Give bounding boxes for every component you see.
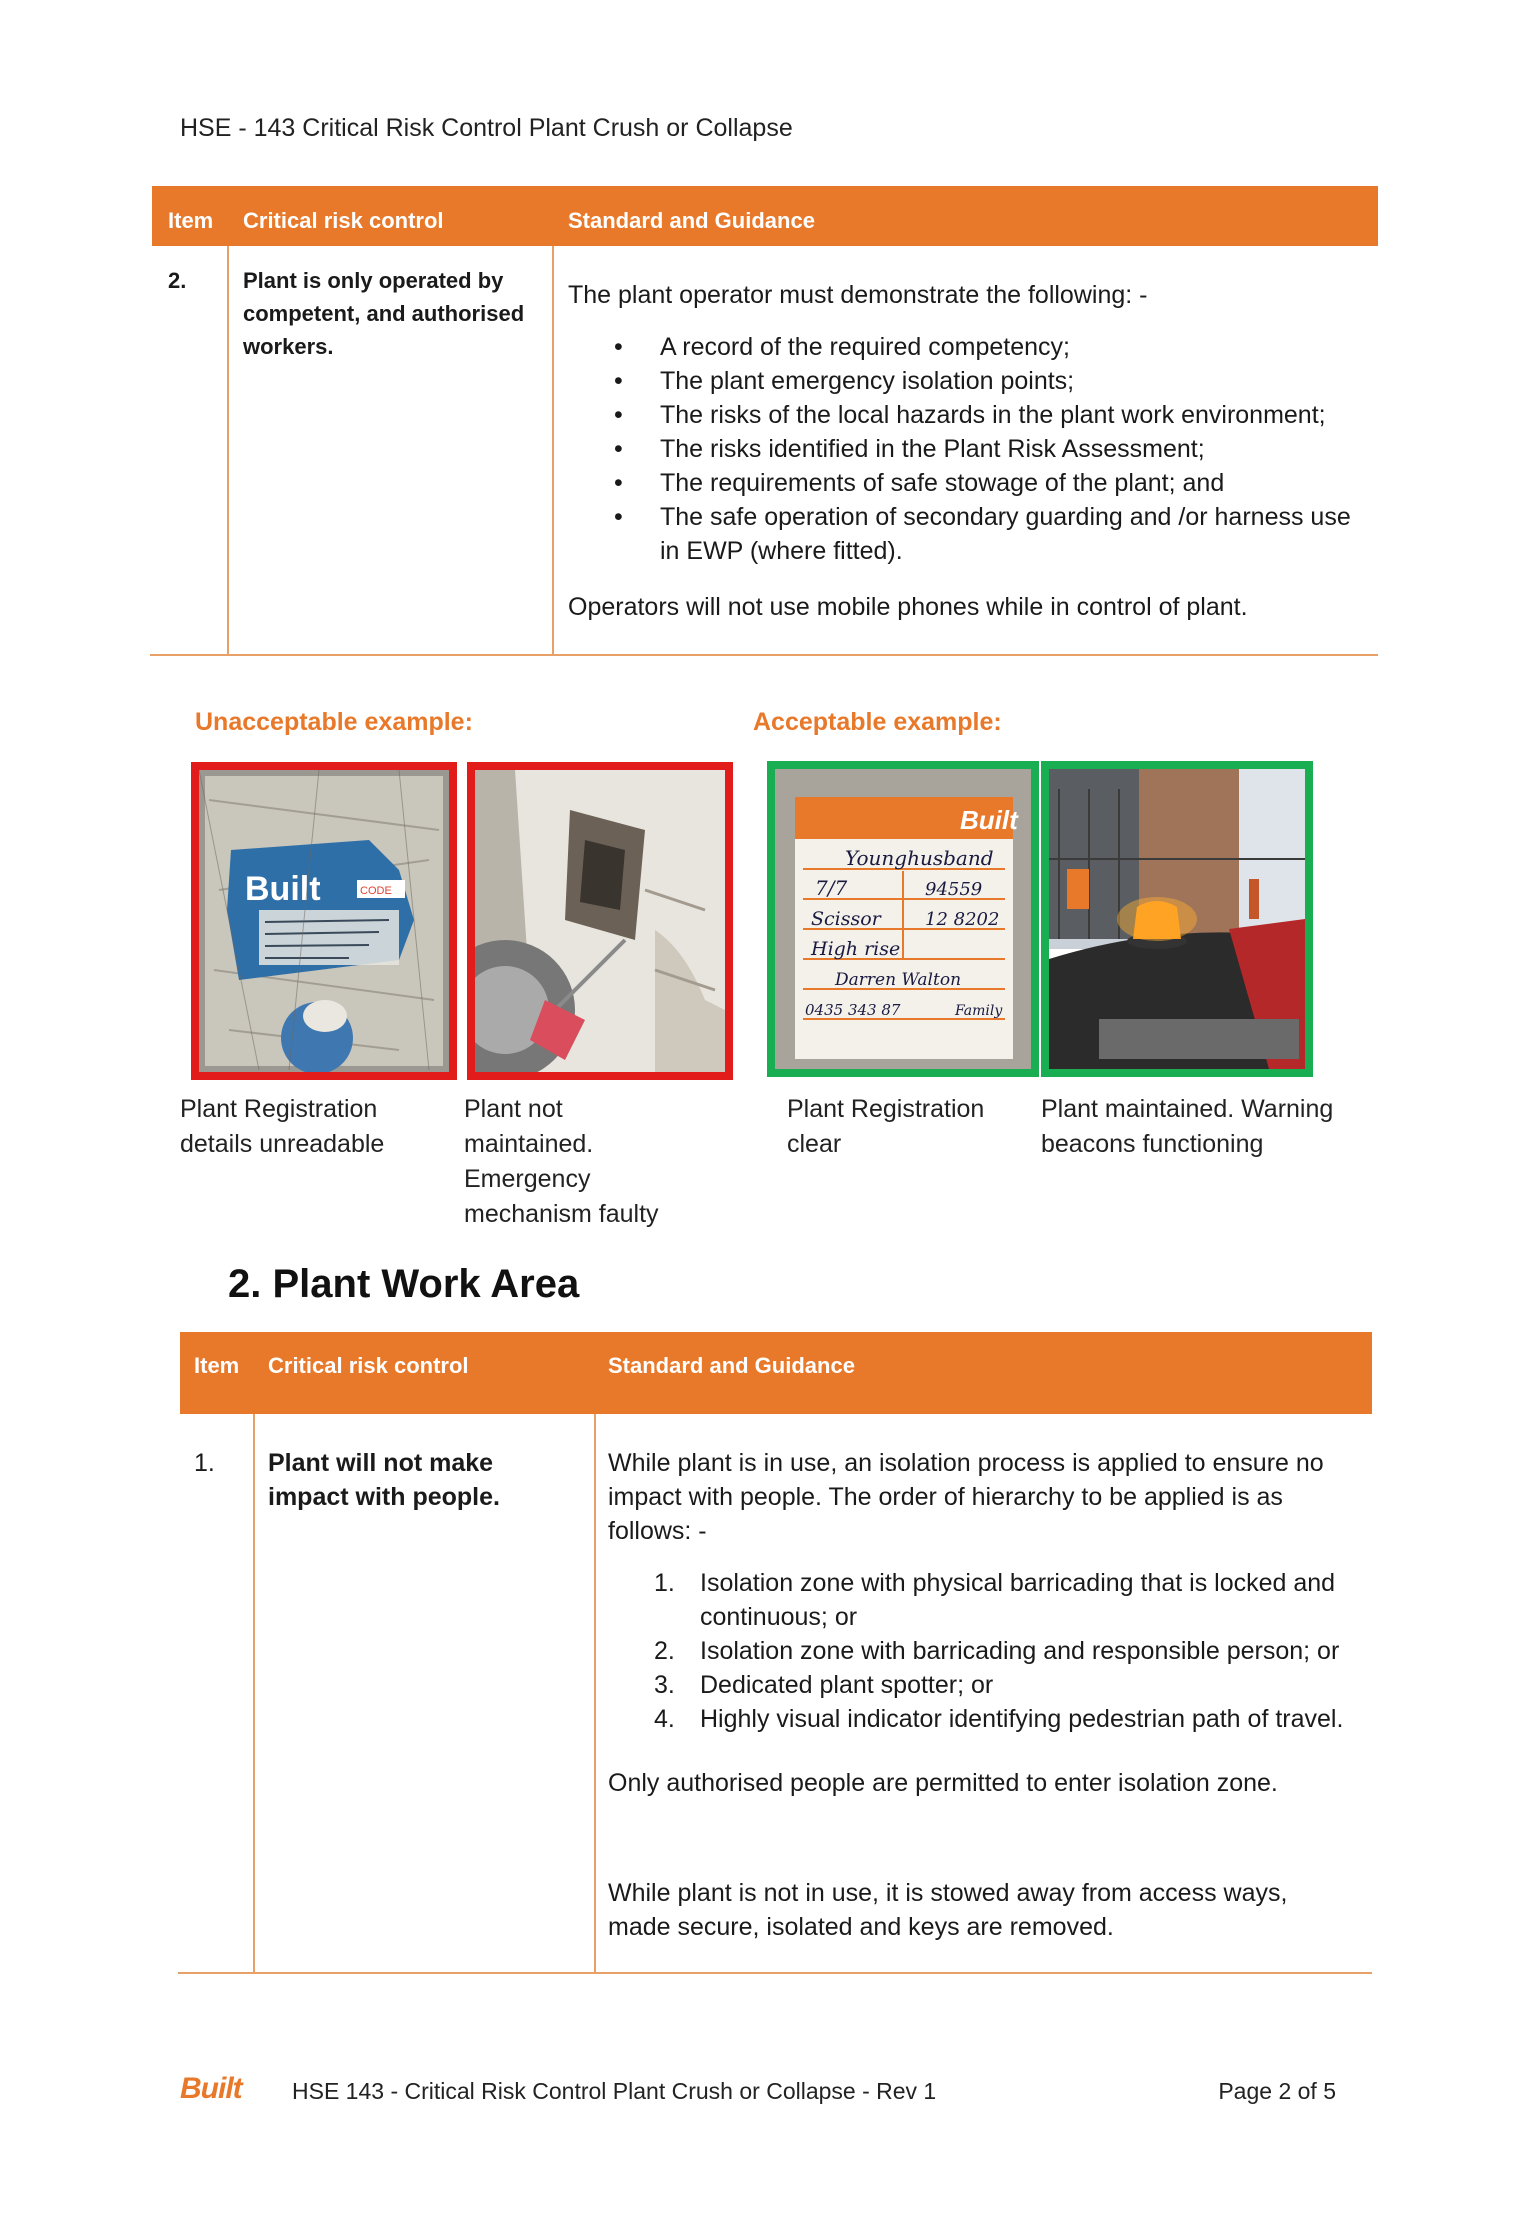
card-handwriting-5: 12 8202 — [925, 909, 1000, 930]
bullet-icon: • — [614, 333, 623, 361]
card-handwriting-6: High rise — [811, 938, 901, 960]
caption-warning-beacons: Plant maintained. Warning beacons functioning — [1041, 1095, 1334, 1158]
table1-header-guidance: Standard and Guidance — [568, 208, 815, 233]
list-item: • The plant emergency isolation points; — [568, 364, 1368, 398]
card-handwriting-3: 94559 — [925, 879, 983, 900]
unacceptable-photo-emergency-mechanism — [467, 762, 733, 1080]
page-number: Page 2 of 5 — [1218, 2078, 1336, 2104]
table2-row-closing: While plant is not in use, it is stowed away from access ways, made secure, isolated and keys are removed. — [608, 1879, 1288, 1941]
unacceptable-photo-registration — [191, 762, 457, 1080]
bullet-icon: • — [614, 435, 623, 463]
brand-logo: Built — [180, 2072, 242, 2105]
list-item: • The safe operation of secondary guarding and /or harness use in EWP (where fitted). — [568, 500, 1368, 568]
card-handwriting-9: Family — [955, 1003, 1003, 1019]
table2-row-intro: While plant is in use, an isolation process is applied to ensure no impact with people. The order of hierarchy to be applied is as follows: - — [608, 1449, 1324, 1545]
table1-bottom-rule — [150, 654, 1378, 656]
list-item: • The requirements of safe stowage of the plant; and — [568, 466, 1368, 500]
bullet-icon: • — [614, 503, 623, 531]
bullet-icon: • — [614, 367, 623, 395]
table1-row-control: Plant is only operated by competent, and authorised workers. — [243, 268, 525, 359]
warning-beacon-image — [1049, 769, 1305, 1069]
table2-row-note: Only authorised people are permitted to enter isolation zone. — [608, 1769, 1278, 1797]
acceptable-example-label: Acceptable example: — [753, 708, 1002, 736]
faded-code-text: CODE — [360, 885, 392, 897]
card-handwriting-1: Younghusband — [845, 846, 994, 870]
footer-document-title: HSE 143 - Critical Risk Control Plant Crush or Collapse - Rev 1 — [292, 2078, 937, 2104]
table1-row-outro: Operators will not use mobile phones while in control of plant. — [568, 593, 1248, 621]
table1-divider-1 — [227, 246, 229, 656]
list-item: 1. Isolation zone with physical barricading that is locked and continuous; or — [654, 1569, 1336, 1631]
section-title: 2. Plant Work Area — [228, 1262, 580, 1306]
list-item: 2. Isolation zone with barricading and responsible person; or — [654, 1637, 1340, 1665]
table2-row-item: 1. — [194, 1449, 215, 1477]
table2-bottom-rule — [178, 1972, 1372, 1974]
damaged-plant-image — [475, 770, 725, 1072]
caption-emergency-mechanism-faulty: Plant not maintained. Emergency mechanism faulty — [464, 1095, 659, 1228]
table1-divider-2 — [552, 246, 554, 656]
bullet-icon: • — [614, 469, 623, 497]
card-logo-text: Built — [960, 805, 1018, 835]
table2-header-item: Item — [194, 1353, 240, 1378]
table1-header-control: Critical risk control — [243, 208, 444, 233]
list-item: • The risks of the local hazards in the plant work environment; — [568, 398, 1368, 432]
table1-row-item: 2. — [168, 268, 187, 293]
caption-registration-clear: Plant Registration clear — [787, 1095, 985, 1158]
table1-row-intro: The plant operator must demonstrate the following: - — [568, 281, 1148, 309]
table2-numbered-list — [608, 1566, 1368, 1736]
card-handwriting-8: 0435 343 87 — [805, 1001, 901, 1019]
card-handwriting-2: 7/7 — [815, 876, 848, 900]
faded-tag-image — [199, 770, 449, 1072]
list-item: 3. Dedicated plant spotter; or — [654, 1671, 994, 1699]
acceptable-photo-registration — [767, 761, 1039, 1077]
table2-header-guidance: Standard and Guidance — [608, 1353, 855, 1378]
table2-divider-2 — [594, 1414, 596, 1974]
faded-logo-text: Built — [245, 870, 321, 908]
list-item: • A record of the required competency; — [568, 330, 1368, 364]
document-header: HSE - 143 Critical Risk Control Plant Crush or Collapse — [180, 114, 793, 142]
unacceptable-example-label: Unacceptable example: — [195, 708, 473, 736]
card-handwriting-7: Darren Walton — [835, 970, 962, 990]
table1-header-item: Item — [168, 208, 214, 233]
table2-divider-1 — [253, 1414, 255, 1974]
bullet-icon: • — [614, 401, 623, 429]
card-handwriting-4: Scissor — [811, 908, 881, 930]
list-item: 4. Highly visual indicator identifying pedestrian path of travel. — [654, 1705, 1344, 1733]
list-item: • The risks identified in the Plant Risk Assessment; — [568, 432, 1368, 466]
caption-registration-unreadable: Plant Registration details unreadable — [180, 1095, 385, 1158]
acceptable-photo-warning-beacon — [1041, 761, 1313, 1077]
table1-bullet-list — [568, 330, 1368, 568]
table2-row-control: Plant will not make impact with people. — [268, 1449, 500, 1511]
clear-tag-image — [775, 769, 1031, 1069]
table2-header-control: Critical risk control — [268, 1353, 469, 1378]
